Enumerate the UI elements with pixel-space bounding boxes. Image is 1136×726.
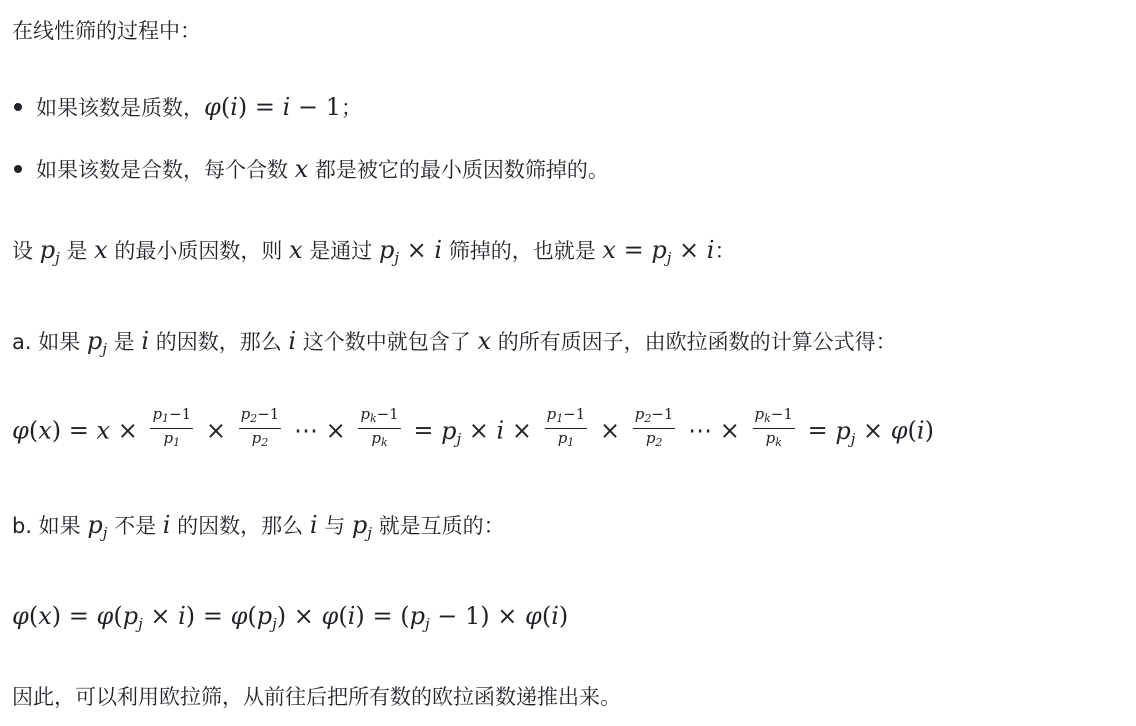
- fraction-p1: $\frac{p_1-1}{p_1}$: [152, 405, 192, 449]
- math-x-eq: $x = p_j \times i$: [602, 236, 715, 267]
- fraction-p2: $\frac{p_2-1}{p_2}$: [634, 405, 674, 449]
- bullet-icon: [14, 103, 22, 111]
- math-pj-times-i: $p_j \times i$: [378, 236, 443, 267]
- intro-label: 在线性筛的过程中：: [12, 19, 201, 43]
- bullet-icon: [14, 165, 22, 173]
- fraction-p2: $\frac{p_2-1}{p_2}$: [240, 405, 280, 449]
- bullet2-tail: 都是被它的最小质因数筛掉的。: [314, 158, 609, 182]
- fraction-pk: $\frac{p_k-1}{p_k}$: [754, 405, 793, 449]
- math-x: x: [289, 236, 303, 264]
- list-item-composite: [14, 155, 609, 184]
- setup-paragraph: 设 $p_j$ 是 x 的最小质因数，则 x 是通过 $p_j \times i$ 筛掉的，也就是 $x = p_j \times i$：: [12, 236, 736, 267]
- case-a-paragraph: a. 如果 $p_j$ 是 i 的因数，那么 i 这个数中就包含了 x 的所有质因子，由欧拉函数的计算公式得：: [12, 327, 897, 358]
- math-x: x: [477, 327, 491, 355]
- conclusion-text: [12, 683, 621, 711]
- bullet1-tail: ；: [341, 96, 362, 120]
- math-x: x: [294, 155, 309, 183]
- math-i: i: [141, 327, 150, 355]
- case-b-paragraph: b. 如果 $p_j$ 不是 i 的因数，那么 i 与 $p_j$ 就是互质的：: [12, 511, 505, 542]
- math-i: i: [288, 327, 297, 355]
- math-i: i: [309, 511, 318, 539]
- fraction-p1: $\frac{p_1-1}{p_1}$: [546, 405, 586, 449]
- fraction-pk: $\frac{p_k-1}{p_k}$: [360, 405, 399, 449]
- bullet1-text: 如果该数是质数，: [36, 96, 204, 120]
- formula-case-b: $\varphi(x) = \varphi(p_j \times i) = \varphi(p_j) \times \varphi(i) = (p_j - 1) \times \varphi(i)$: [12, 602, 569, 633]
- math-pj: $p_j$: [39, 236, 60, 267]
- math-pj: $p_j$: [87, 511, 108, 542]
- formula-case-a: φ(x) = x × $\frac{p_1-1}{p_1}$ × $\frac{p_2-1}{p_2}$ ⋯ × $\frac{p_k-1}{p_k}$ = $p_j \times i$ × $\frac{p_1-1}{p_1}$ × $\frac{p_2-1}{p_2}$ ⋯ × $\frac{p_k-1}{p_k}$ = $p_j \times \varphi(i)$: [12, 408, 934, 461]
- math-pj: $p_j$: [86, 327, 107, 358]
- bullet2-text: 如果该数是合数，每个合数: [36, 158, 288, 182]
- math-i: i: [162, 511, 171, 539]
- math-pj: $p_j$: [351, 511, 372, 542]
- math-x: x: [94, 236, 108, 264]
- math-phi-i: φ(i) = i − 1: [204, 93, 341, 121]
- conclusion-label: 因此，可以利用欧拉筛，从前往后把所有数的欧拉函数递推出来。: [12, 685, 621, 709]
- list-item-prime: [14, 93, 362, 122]
- intro-text: [12, 17, 201, 45]
